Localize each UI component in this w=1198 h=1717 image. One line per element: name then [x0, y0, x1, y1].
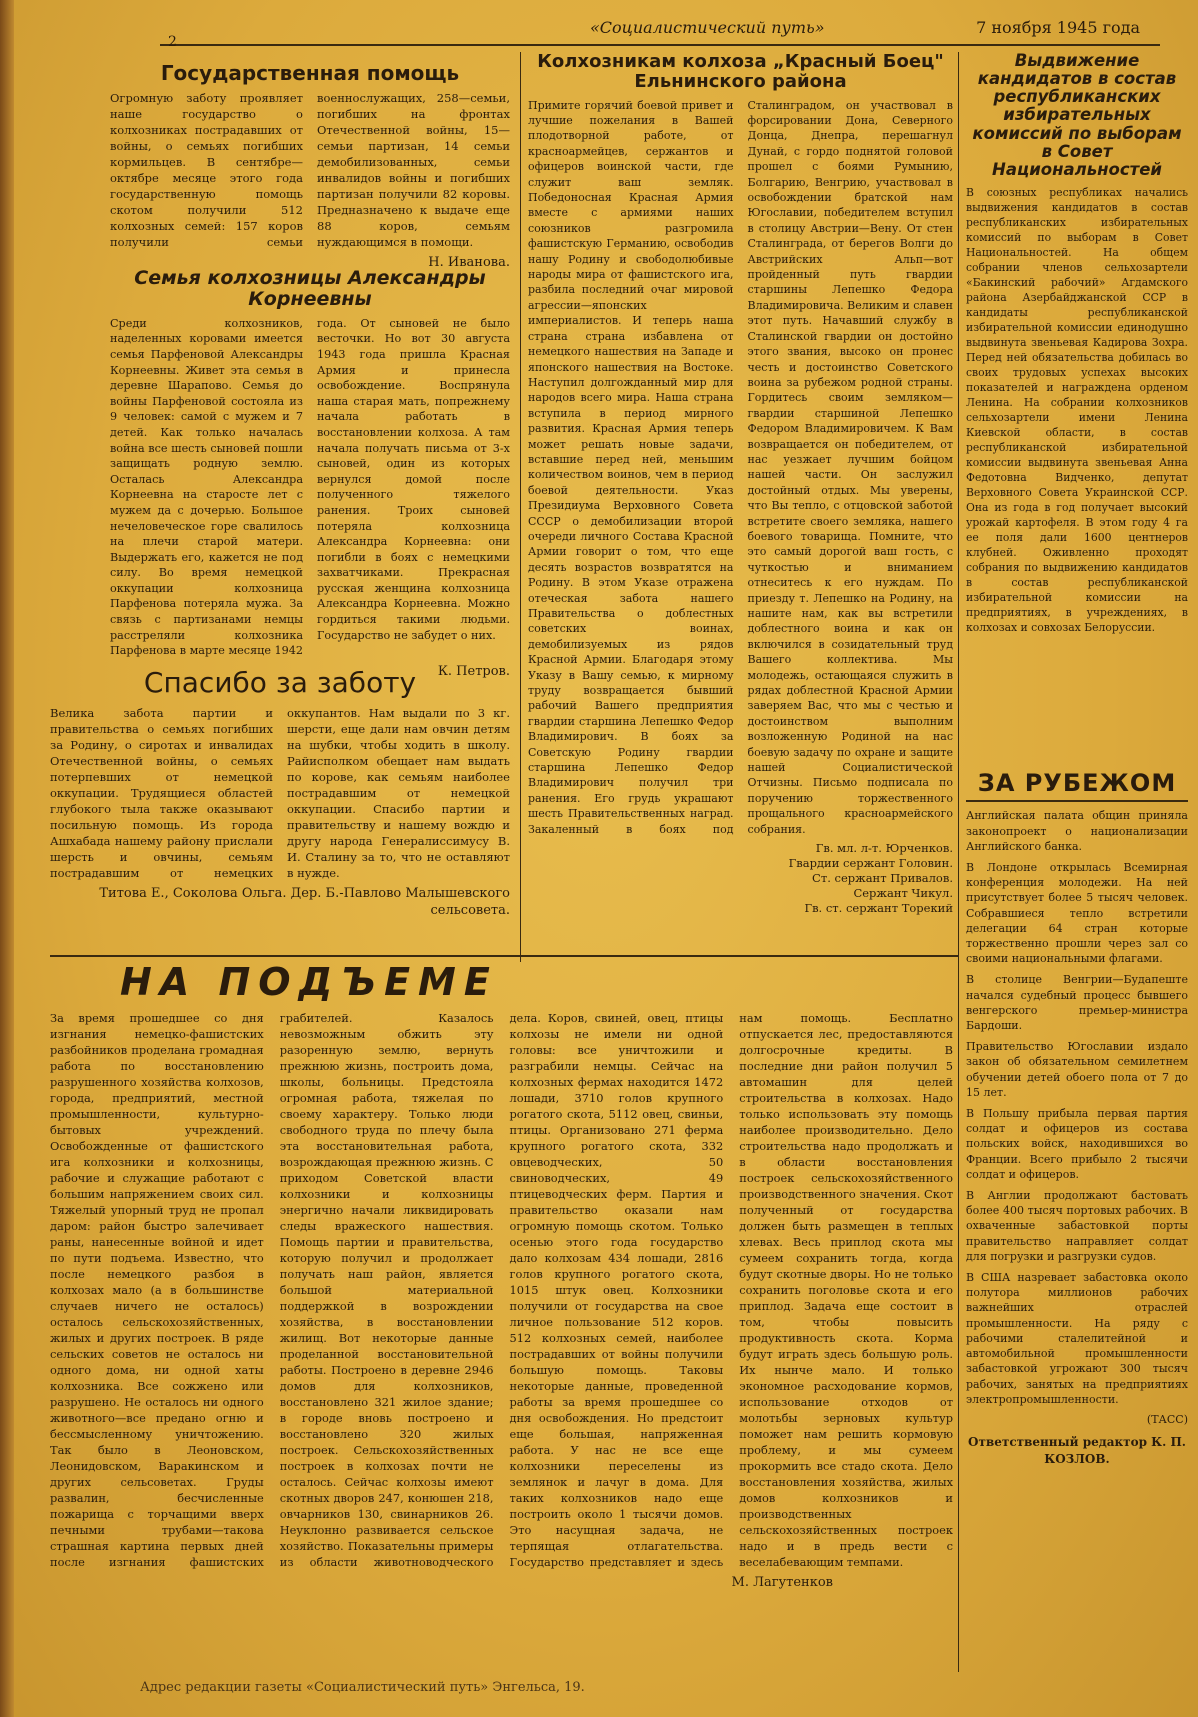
article-title: Государственная помощь: [160, 61, 460, 85]
news-item: В Англии продолжают бастовать более 400 тысяч портовых рабочих. В охваченные забастовкой порты правительство направляет солдат для погрузки и разгрузки судов.: [966, 1189, 1188, 1263]
article-title: Колхозникам колхоза „Красный Боец" Ельнинского района: [537, 51, 944, 92]
article-signature: К. Петров.: [437, 663, 510, 679]
news-item: Правительство Югославии издало закон об обязательном семилетнем обучении детей обоего пола от 7 до 15 лет.: [966, 1040, 1188, 1099]
article-candidates: [966, 52, 1188, 762]
article-thanks: [50, 668, 510, 948]
footer-address: Адрес редакции газеты «Социалистический путь» Энгельса, 19.: [140, 1680, 585, 1695]
article-text: В союзных республиках начались выдвижения кандидатов в состав республиканских избирательных комиссий по выборам в Совет Национальностей. На общем собрании членов сельхозартели «Бакинский рабочий» Агдамского района Азербайджанской ССР в кандидаты республиканской избирательной комиссии единодушно выдвинута звеньевая Кадирова Зохра. Перед ней обязательства добилась во своих трудовых успехах высоких показателей и награждена орденом Ленина. На собрании колхозников сельхозартели имени Ленина Киевской области, в состав республиканской избирательной комиссии выдвинута звеньевая Анна Федотовна Видченко, депутат Верховного Совета Украинской ССР. Она из года в год получает высокий урожай картофеля. В этом году 4 га ее поля дали 1600 центнеров клубней. Оживленно проходят собрания по выдвижению кандидатов в состав республиканской избирательной комиссии на предприятиях, в учреждениях, в колхозах и совхозах Белоруссии.: [966, 185, 1188, 634]
article-abroad: [966, 770, 1188, 1665]
paper-title: «Социалистический путь»: [590, 18, 825, 37]
article-signatures: [528, 841, 953, 916]
page-number: 2: [168, 34, 177, 50]
article-family: [110, 267, 510, 679]
article-signature: Н. Иванова.: [428, 255, 510, 270]
article-title: ЗА РУБЕЖОМ: [966, 770, 1188, 802]
signature-line: Гв. мл. л-т. Юрченков.: [815, 841, 953, 856]
article-text: Примите горячий боевой привет и лучшие пожелания в Вашей плодотворной работе, от красноармейцев, сержантов и офицеров воинской части, где служит ваш земляк. Победоносная Красная Армия вместе с армиями наших союзников разгромила фашистскую Германию, освободив нашу Родину и свободолюбивые народы мира от фашистского ига, разбила последний очаг мировой агрессии—японских империалистов. И теперь наша страна страна избавлена от немецкого нашествия на Западе и японского нашествия на Востоке. Наступил долгожданный мир для народов всего мира. Наша страна вступила в период мирного развития. Красная Армия теперь может решать новые задачи, вставшие перед ней, меньшим количеством воинов, чем в период боевой деятельности. Указ Президиума Верховного Совета СССР о демобилизации второй очереди личного Состава Красной Армии говорит о том, что еще десять возрастов возвратятся на Родину. В этом Указе отражена отеческая забота нашего Правительства о доблестных советских воинах, демобилизуемых из рядов Красной Армии. Благодаря этому Указу в Вашу семью, к мирному труду возвращается бывший рабочий Вашего предприятия гвардии старшина Лепешко Федор Владимирович. В боях за Советскую Родину гвардии старшина Лепешко Федор Владимирович получил три ранения. Его грудь украшают шесть Правительственных наград. Закаленный в боях под Сталинградом, он участвовал в форсировании Дона, Северного Донца, Днепра, перешагнул Дунай, с гордо поднятой головой прошел с боями Румынию, Болгарию, Венгрию, участвовал в освобождении братской нам Югославии, победителем вступил в столицу Австрии—Вену. От стен Сталинграда, от берегов Волги до Австрийских Альп—вот пройденный путь гвардии старшины Лепешко Федора Владимировича. Великим и славен этот путь. Начавший службу в Сталинской гвардии он достойно этого звания, высоко он пронес честь и достоинство Советского воина за рубежом родной страны. Гордитесь своим земляком—гвардии старшиной Лепешко Федором Владимировичем. К Вам возвращается он победителем, от нас уезжает лучшим бойцом нашей части. Он заслужил достойный отдых. Мы уверены, что Вы тепло, с отцовской заботой встретите своего земляка, нашего боевого товарища. Помните, что это самый дорогой ваш гость, с чуткостью и вниманием отнеситесь к его нуждам. По приезду т. Лепешко на Родину, на нашите нам, как вы встретили доблестного воина и как он включился в созидательный труд Вашего коллектива. Мы молодежь, остающаяся служить в рядах доблестной Красной Армии заверяем Вас, что мы с честью и достоинством выполним возложенную Родиной на нас боевую задачу по охране и защите нашей Социалистической Отчизны. Письмо подписала по поручению торжественного прощального красноармейского собрания.: [528, 98, 953, 836]
editor-line: Ответственный редактор К. П. КОЗЛОВ.: [968, 1434, 1186, 1466]
page-edge-shadow: [0, 0, 14, 1717]
article-title: Семья колхозницы Александры Корнеевны: [134, 267, 486, 310]
news-item: Английская палата общин приняла законопроект о национализации Английского банка.: [966, 809, 1188, 853]
article-text: Среди колхозников, наделенных коровами имеется семья Парфеновой Александры Корнеевны. Живет эта семья в деревне Шарапово. Семья до войны Парфеновой состояла из 9 человек: самой с мужем и 7 детей. Как только началась война все шесть сыновей пошли защищать родную землю. Осталась Александра Корнеевна на старосте лет с мужем да с дочерью. Большое нечеловеческое горе свалилось на плечи старой матери. Выдержать его, кажется не под силу. Во время немецкой оккупации колхозница Парфенова потеряла мужа. За связь с партизанами немцы расстреляли колхозника Парфенова в марте месяце 1942 года. От сыновей не было весточки. Но вот 30 августа 1943 года пришла Красная Армия и принесла освобождение. Воспрянула наша старая мать, попрежнему начала работать в восстановлении колхоза. А там начала получать письма от 3-х сыновей, один из которых вернулся домой после полученного тяжелого ранения. Троих сыновей потеряла колхозница Александра Корнеевна: они погибли в боях с немецкими захватчиками. Прекрасная русская женщина колхозница Александра Корнеевна. Можно гордиться такими людьми. Государство не забудет о них.: [110, 316, 510, 658]
article-signature: М. Лагутенков: [731, 1574, 833, 1590]
news-source: (ТАСС): [1146, 1412, 1188, 1426]
article-title: Выдвижение кандидатов в состав республиканских избирательных комиссий по выборам в Совет Национальностей: [972, 51, 1182, 179]
masthead: [160, 16, 1160, 50]
news-item: В Польшу прибыла первая партия солдат и офицеров из состава польских войск, находившихся во Франции. Всего прибыло 2 тысячи солдат и офицеров.: [966, 1107, 1188, 1181]
issue-date: 7 ноября 1945 года: [976, 18, 1140, 37]
article-text: За время прошедшее со дня изгнания немецко-фашистских разбойников проделана громадная работа по восстановлению разрушенного хозяйства колхозов, города, предприятий, местной промышленности, культурно-бытовых учреждений. Освобожденные от фашистского ига колхозники и колхозницы, рабочие и служащие работают с большим напряжением своих сил. Тяжелый упорный труд не пропал даром: район быстро залечивает раны, нанесенные войной и идет по пути подъема. Известно, что после немецкого разбоя в колхозах мало (а в большинстве случаев ничего не осталось) осталось сельскохозяйственных, жилых и других построек. В ряде сельских советов не осталось ни одного дома, ни одной хаты колхозника. Все сожжено или разрушено. Не осталось ни одного животного—все предано огню и бессмысленному уничтожению. Так было в Леоновском, Леонидовском, Варакинском и других сельсоветах. Груды развалин, бесчисленные пожарища с торчащими вверх печными трубами—такова страшная картина первых дней после изгнания фашистских грабителей. Казалось невозможным обжить эту разоренную землю, вернуть прежнюю жизнь, построить дома, школы, больницы. Предстояла огромная работа, тяжелая по своему характеру. Только люди свободного труда по плечу была эта восстановительная работа, возрождающая прежнюю жизнь. С приходом Советской власти колхозники и колхозницы энергично начали ликвидировать следы вражеского нашествия. Помощь партии и правительства, которую получил и продолжает получать наш район, является большой материальной поддержкой в возрождении хозяйства, в восстановлении жилищ. Вот некоторые данные проделанной восстановительной работы. Построено в деревне 2946 домов для колхозников, восстановлено 321 жилое здание; в городе вновь построено и восстановлено 320 жилых построек. Сельскохозяйственных построек в колхозах почти не осталось. Сейчас колхозы имеют скотных дворов 247, конюшен 218, овчарников 130, свинарников 26. Неуклонно развивается сельское хозяйство. Показательны примеры из области животноводческого дела. Коров, свиней, овец, птицы колхозы не имели ни одной головы: все уничтожили и разграбили немцы. Сейчас на колхозных фермах находится 1472 лошади, 3710 голов крупного рогатого скота, 5112 овец, свиньи, птицы. Организовано 271 ферма крупного рогатого скота, 332 овцеводческих, 50 свиноводческих, 49 птицеводческих ферм. Партия и правительство оказали нам огромную помощь скотом. Только осенью этого года государство дало колхозам 434 лошади, 2816 голов крупного рогатого скота, 1015 штук овец. Колхозники получили от государства на свое личное пользование 512 коров. 512 колхозных семей, наиболее пострадавших от войны получили большую помощь. Таковы некоторые данные, проведенной работы за время прошедшее со дня освобождения. Но предстоит еще большая, напряженная работа. У нас не все еще колхозники переселены из землянок и лачуг в дома. Для таких колхозников надо еще построить около 1 тысячи домов. Это насущная задача, не терпящая отлагательства. Государство представляет и здесь нам помощь. Бесплатно отпускается лес, предоставляются долгосрочные кредиты. В последние дни район получил 5 автомашин для целей строительства в колхозах. Надо только использовать эту помощь наиболее производительно. Дело строительства надо продолжать и в области восстановления построек сельскохозяйственного производственного значения. Скот полученный от государства должен быть размещен в теплых хлевах. Весь приплод скота мы сумеем сохранить тогда, когда будут скотные дворы. Но не только сохранить поголовье скота и его приплод. Задача еще состоит в том, чтобы повысить продуктивность скота. Корма будут играть здесь большую роль. Их нынче мало. И только экономное расходование кормов, использование отходов от молотьбы зерновых культур поможет нам решить кормовую проблему, и мы сумеем прокормить все стадо скота. Дело восстановления хозяйства, жилых домов колхозников и производственных сельскохозяйственных построек надо и в предь вести с веселабевающим темпами.: [50, 1010, 953, 1569]
signature-line: Гвардии сержант Головин.: [788, 856, 953, 871]
news-item: В Лондоне открылась Всемирная конференция молодежи. На ней присутствует более 5 тысяч человек. Собравшиеся тепло встретили делегации 64 стран которые торжественно прошли через зал со своими национальными флагами.: [966, 861, 1188, 966]
column-rule: [520, 52, 521, 962]
section-rule: [50, 955, 958, 957]
signature-line: Ст. сержант Привалов.: [812, 871, 953, 886]
article-signature: Титова Е., Соколова Ольга. Дер. Б.-Павлово Малышевского сельсовета.: [99, 885, 510, 918]
article-state-help: [110, 61, 510, 270]
signature-line: Сержант Чикул.: [853, 886, 953, 901]
news-item: В столице Венгрии—Будапеште начался судебный процесс бывшего венгерского премьер-министра Бардоши.: [966, 973, 1188, 1033]
article-text: Огромную заботу проявляет наше государство о колхозниках пострадавших от войны, о семьях погибших кормильцев. В сентябре—октябре месяце этого года государственную помощь скотом получили 512 колхозных семей: 157 коров получили семьи военнослужащих, 258—семьи, погибших на фронтах Отечественной войны, 15—семьи партизан, 14 семьи демобилизованных, семьи инвалидов войны и погибших партизан получили 82 коровы. Предназначено к выдаче еще 88 коров, семьям нуждающимся в помощи.: [110, 91, 510, 249]
signature-line: Гв. ст. сержант Торекий: [804, 901, 953, 916]
article-title: Спасибо за заботу: [143, 666, 417, 699]
news-item: В США назревает забастовка около полутора миллионов рабочих важнейших отраслей промышленности. На ряду с рабочими сталелитейной и автомобильной промышленности забастовкой угрожают 300 тысяч рабочих, занятых на предприятиях электропромышленности.: [966, 1271, 1188, 1406]
column-rule: [958, 52, 959, 1672]
article-red-fighter: [528, 52, 953, 952]
article-text: Велика забота партии и правительства о семьях погибших за Родину, о сиротах и инвалидах Отечественной войны, о семьях потерпевших от немецкой оккупации. Трудящиеся областей глубокого тыла также оказывают посильную помощь. Из города Ашхабада нашему району прислали шерсть и овчины, семьям пострадавшим от немецких оккупантов. Нам выдали по 3 кг. шерсти, еще дали нам овчин детям на шубки, чтобы ходить в школу. Райисполком обещает нам выдать по корове, как семьям наиболее пострадавшим от немецкой оккупации. Спасибо партии и правительству и нашему вождю и другу народа Генералиссимусу В. И. Сталину за то, что не оставляют в нужде.: [50, 705, 510, 880]
article-rising: [50, 962, 953, 1672]
article-title: НА ПОДЪЕМЕ: [120, 960, 498, 1004]
